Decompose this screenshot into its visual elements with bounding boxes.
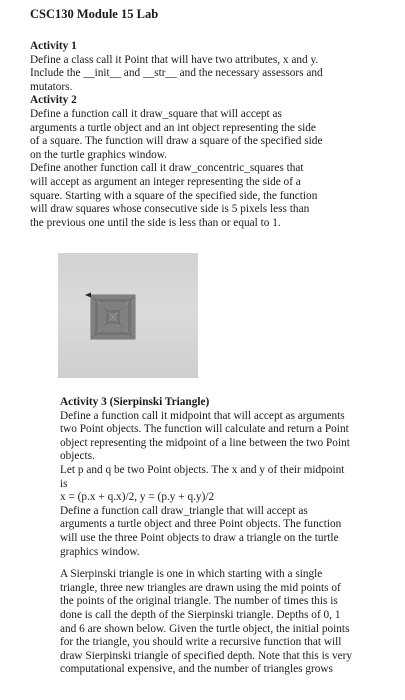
square-outline xyxy=(108,312,119,323)
activity-2-line: Define another function call it draw_concentric_squares that xyxy=(30,162,304,175)
activity-3-line: arguments a turtle object and three Point objects. The function xyxy=(60,518,342,531)
sierpinski-line: triangle, three new triangles are drawn using the mid points of xyxy=(60,581,341,594)
activity-2-line: the previous one until the side is less than or equal to 1. xyxy=(30,216,281,229)
activity-1-line: Define a class call it Point that will have two attributes, x and y. xyxy=(30,53,319,66)
square-outline xyxy=(97,301,130,334)
concentric-squares-drawing xyxy=(58,253,198,378)
activity-3-line: two Point objects. The function will calculate and return a Point xyxy=(60,423,349,436)
activity-3-line: Let p and q be two Point objects. The x and y of their midpoint xyxy=(60,463,345,476)
activity-1-line: Include the __init__ and __str__ and the necessary assessors and xyxy=(30,67,323,80)
sierpinski-line: computational expensive, and the number of triangles grows xyxy=(60,663,333,676)
activity-1-section xyxy=(30,40,370,230)
activity-3-heading: Activity 3 (Sierpinski Triangle) xyxy=(60,396,210,408)
activity-3-line: object representing the midpoint of a line between the two Point xyxy=(60,436,350,449)
activity-3-section xyxy=(60,396,360,677)
activity-2-line: will accept as argument an integer representing the side of a xyxy=(30,175,301,188)
activity-3-line: Define a function call it midpoint that will accept as arguments xyxy=(60,409,345,422)
sierpinski-line: done is call the depth of the Sierpinski triangle. Depths of 0, 1 xyxy=(60,608,341,621)
sierpinski-line: A Sierpinski triangle is one in which starting with a single xyxy=(60,568,323,581)
activity-2-heading: Activity 2 xyxy=(30,94,77,107)
square-outline xyxy=(100,304,126,330)
sierpinski-line: draw Sierpinski triangle of specified depth. Note that this is very xyxy=(60,649,353,662)
activity-3-line: Define a function call draw_triangle that will accept as xyxy=(60,504,308,517)
square-outline xyxy=(112,316,114,318)
sierpinski-line: the points of the original triangle. The number of times this is xyxy=(60,595,338,608)
activity-1-line: mutators. xyxy=(30,80,73,93)
turtle-arrow-icon xyxy=(85,293,91,298)
activity-1-heading: Activity 1 xyxy=(30,40,77,52)
sierpinski-line: and 6 are shown below. Given the turtle object, the initial points xyxy=(60,622,350,635)
activity-2-line: on the turtle graphics window. xyxy=(30,148,167,161)
activity-3-line: is xyxy=(60,477,68,490)
sierpinski-line: for the triangle, you should write a recursive function that will xyxy=(60,636,342,649)
activity-2-line: of a square. The function will draw a square of the specified side xyxy=(30,135,323,148)
activity-3-line: objects. xyxy=(60,450,95,463)
activity-2-line: square. Starting with a square of the specified side, the function xyxy=(30,189,318,202)
activity-3-formula: x = (p.x + q.x)/2, y = (p.y + q.y)/2 xyxy=(60,491,215,504)
activity-2-line: Define a function call it draw_square that will accept as xyxy=(30,107,282,120)
activity-2-line: will draw squares whose consecutive side is 5 pixels less than xyxy=(30,203,310,216)
square-outline xyxy=(104,308,122,326)
square-outline xyxy=(111,315,115,319)
activity-3-line: graphics window. xyxy=(60,545,140,558)
concentric-squares-figure xyxy=(58,253,198,378)
activity-2-line: arguments a turtle object and an int object representing the side xyxy=(30,121,316,134)
page-title: CSC130 Module 15 Lab xyxy=(30,7,159,21)
square-outline xyxy=(93,297,133,337)
activity-3-line: will use the three Point objects to draw a triangle on the turtle xyxy=(60,531,339,544)
